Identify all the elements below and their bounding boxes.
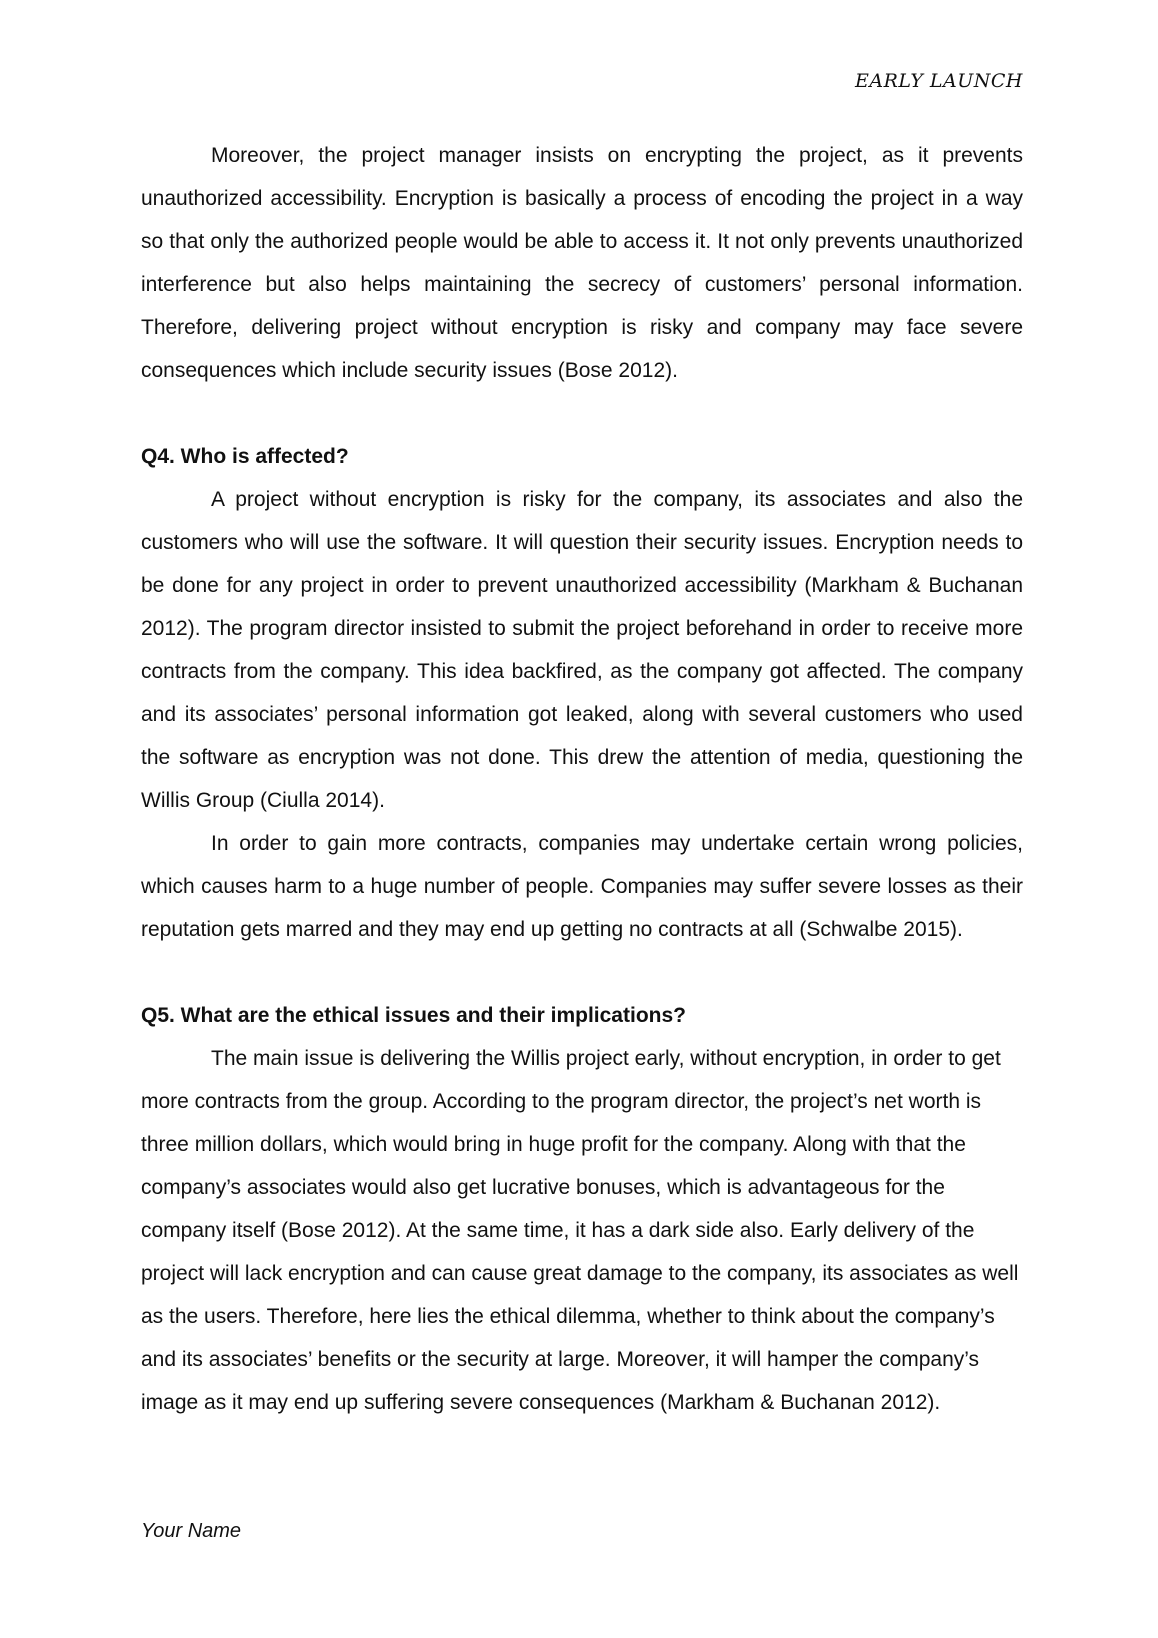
paragraph-q4-affected: A project without encryption is risky for the company, its associates and also the customers who will use the software. It will question their security issues. Encryption needs to be done for any project in order to prevent unauthorized accessibility (Markham & Buchanan 2012). The program director insisted to submit the project beforehand in order to receive more contracts from the company. This idea backfired, as the company got affected. The company and its associates’ personal information got leaked, along with several customers who used the software as encryption was not done. This drew the attention of media, questioning the Willis Group (Ciulla 2014). <box>141 488 1023 812</box>
heading-q4: Q4. Who is affected? <box>141 445 349 468</box>
heading-q5: Q5. What are the ethical issues and their implications? <box>141 1004 686 1027</box>
document-body <box>141 134 1023 1424</box>
footer-author-name: Your Name <box>141 1520 242 1542</box>
paragraph-encryption: Moreover, the project manager insists on encrypting the project, as it prevents unauthorized accessibility. Encryption is basically a process of encoding the project in a way so that only the authorized people would be able to access it. It not only prevents unauthorized interference but also helps maintaining the secrecy of customers’ personal information. Therefore, delivering project without encryption is risky and company may face severe consequences which include security issues (Bose 2012). <box>141 144 1023 382</box>
running-header-title: EARLY LAUNCH <box>855 70 1023 92</box>
paragraph-q4-contracts: In order to gain more contracts, companies may undertake certain wrong policies, which causes harm to a huge number of people. Companies may suffer severe losses as their reputation gets marred and they may end up getting no contracts at all (Schwalbe 2015). <box>141 832 1023 941</box>
paragraph-q5-ethical-issues: The main issue is delivering the Willis project early, without encryption, in order to get more contracts from the group. According to the program director, the project’s net worth is three million dollars, which would bring in huge profit for the company. Along with that the company’s associates would also get lucrative bonuses, which is advantageous for the company itself (Bose 2012). At the same time, it has a dark side also. Early delivery of the project will lack encryption and can cause great damage to the company, its associates as well as the users. Therefore, here lies the ethical dilemma, whether to think about the company’s and its associates’ benefits or the security at large. Moreover, it will hamper the company’s image as it may end up suffering severe consequences (Markham & Buchanan 2012). <box>141 1047 1019 1414</box>
